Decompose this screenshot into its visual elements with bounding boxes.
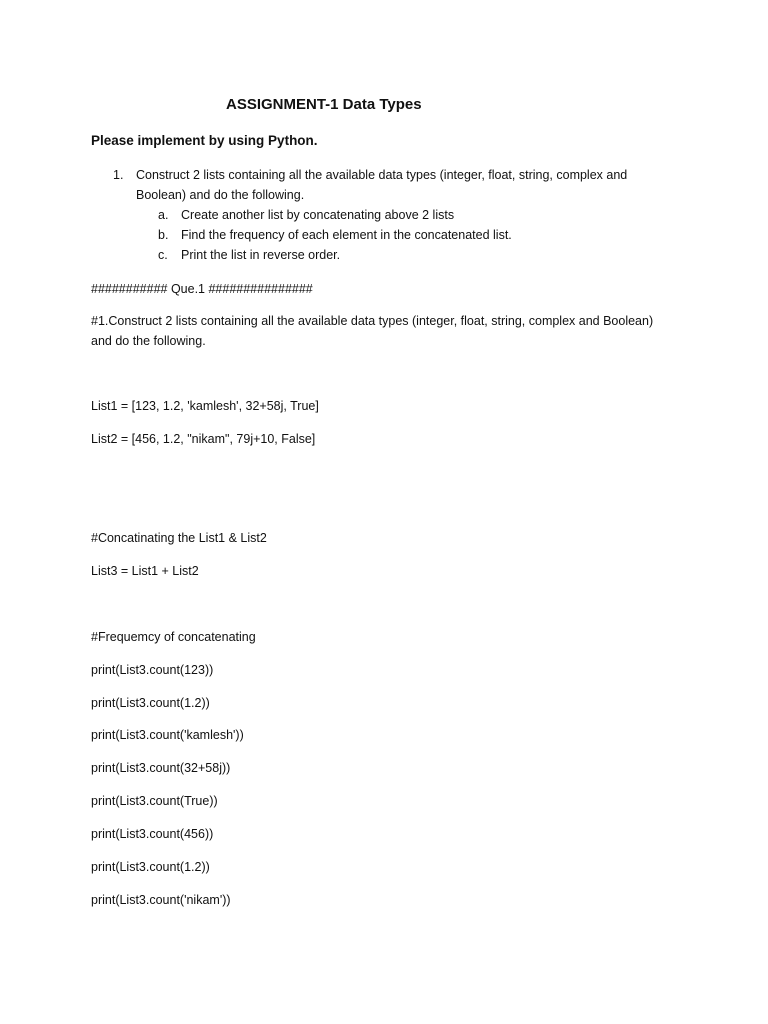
code-print-line: print(List3.count('nikam')) [91,893,231,907]
subitem-text: Create another list by concatenating above 2 lists [181,208,455,222]
code-print-line: print(List3.count(1.2)) [91,860,210,874]
task-number: 1. [113,168,124,182]
code-concat-comment: #Concatinating the List1 & List2 [91,531,267,545]
code-list2: List2 = [456, 1.2, "nikam", 79j+10, False] [91,432,316,446]
code-print-line: print(List3.count(123)) [91,663,214,677]
code-print-line: print(List3.count(32+58j)) [91,761,231,775]
document-title: ASSIGNMENT-1 Data Types [226,96,422,113]
question-heading: ########### Que.1 ############### [91,282,313,296]
code-list1: List1 = [123, 1.2, 'kamlesh', 32+58j, True] [91,399,319,413]
code-comment-line1: #1.Construct 2 lists containing all the available data types (integer, float, string, complex and Boolean) [91,314,654,328]
code-print-line: print(List3.count('kamlesh')) [91,728,244,742]
subitem-marker: b. [158,228,169,242]
task-text-line1: Construct 2 lists containing all the available data types (integer, float, string, complex and [136,168,628,182]
code-frequency-comment: #Frequemcy of concatenating [91,630,256,644]
code-comment-line2: and do the following. [91,334,206,348]
code-print-line: print(List3.count(1.2)) [91,696,210,710]
subitem-marker: c. [158,248,168,262]
code-print-line: print(List3.count(456)) [91,827,214,841]
code-list3: List3 = List1 + List2 [91,564,199,578]
task-text-line2: Boolean) and do the following. [136,188,305,202]
code-print-line: print(List3.count(True)) [91,794,218,808]
instruction-text: Please implement by using Python. [91,133,318,148]
subitem-text: Find the frequency of each element in the concatenated list. [181,228,512,242]
subitem-marker: a. [158,208,169,222]
subitem-text: Print the list in reverse order. [181,248,341,262]
